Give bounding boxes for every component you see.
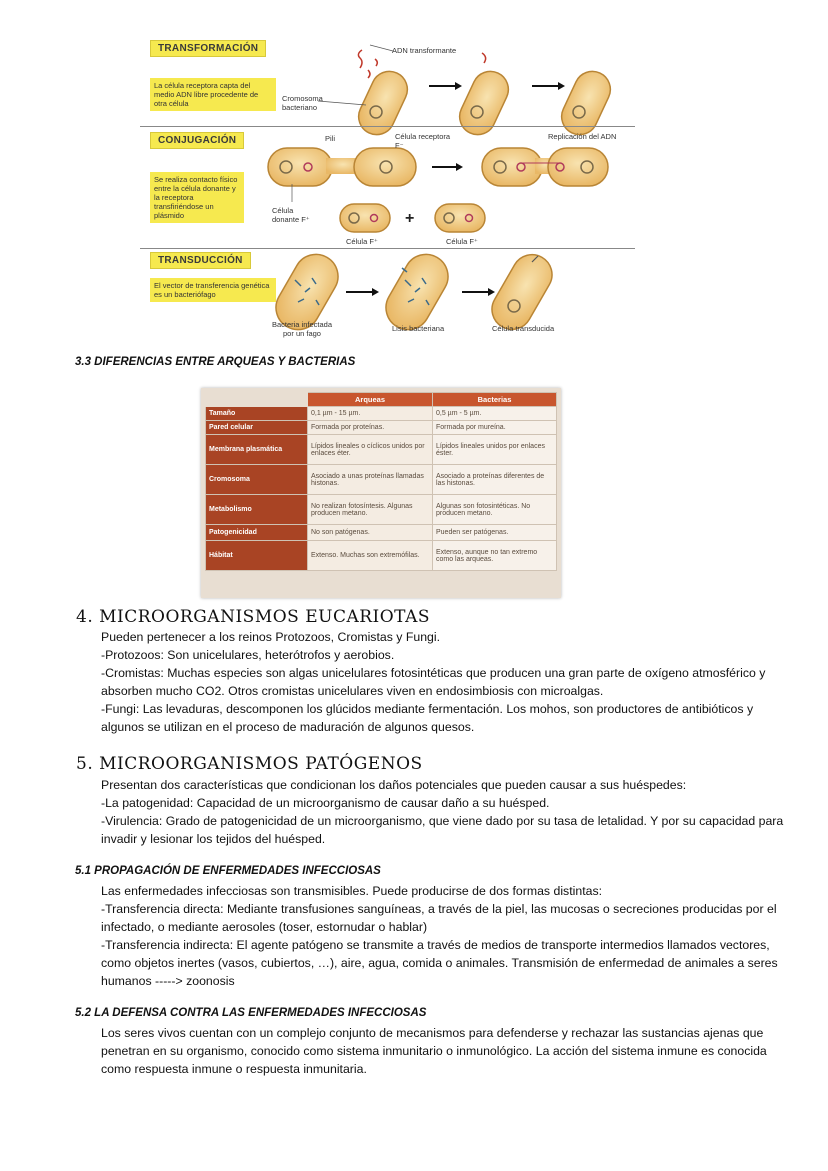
- cell-bacterias: Asociado a proteínas diferentes de las histonas.: [433, 465, 557, 495]
- archaea-bacteria-table: [205, 392, 557, 571]
- cell-bacterias: Pueden ser patógenas.: [433, 525, 557, 541]
- section-4-body: [101, 628, 791, 736]
- row-label: Cromosoma: [206, 465, 308, 495]
- row-label: Membrana plasmática: [206, 435, 308, 465]
- figure-divider: [140, 126, 635, 127]
- paragraph: Los seres vivos cuentan con un complejo conjunto de mecanismos para defenderse y rechazar las sustancias ajenas que penetran en su organismo, conocido como sistema inmunitario o inmunológico. La acción del sistema inmune es conocida como respuesta inmune o respuesta inmunitaria.: [101, 1026, 767, 1076]
- cell-bacterias: Algunas son fotosintéticas. No producen metano.: [433, 495, 557, 525]
- table-row: [206, 525, 557, 541]
- table-row: [206, 495, 557, 525]
- lisis-label: Lisis bacteriana: [392, 324, 445, 333]
- paragraph: -Cromistas: Muchas especies son algas unicelulares fotosintéticas que producen una gran parte de oxígeno atmosférico y absorben mucho CO2. Otros cromistas unicelulares viven en endosimbiosis con microalgas.: [101, 666, 766, 698]
- transformation-label: TRANSFORMACIÓN: [150, 40, 266, 57]
- table-row: [206, 541, 557, 571]
- cromosoma-label: Cromosoma bacteriano: [282, 94, 323, 112]
- cell-arqueas: Extenso. Muchas son extremófilas.: [308, 541, 433, 571]
- section-5-heading: 5. MICROORGANISMOS PATÓGENOS: [76, 754, 423, 774]
- section-5-body: [101, 776, 791, 848]
- table-row: [206, 435, 557, 465]
- section-5-2-heading: 5.2 LA DEFENSA CONTRA LAS ENFERMEDADES INFECCIOSAS: [75, 1007, 427, 1019]
- svg-text:+: +: [405, 210, 415, 227]
- paragraph: -Transferencia directa: Mediante transfusiones sanguíneas, a través de la piel, las mucosas o secreciones producidas por el infectado, o mediante aerosoles (toser, estornudar o hablar): [101, 902, 777, 934]
- paragraph: Presentan dos características que condicionan los daños potenciales que pueden causar a sus huéspedes:: [101, 778, 687, 792]
- result-left-label: Célula F⁺: [346, 237, 378, 246]
- paragraph: -La patogenidad: Capacidad de un microorganismo de causar daño a su huésped.: [101, 796, 550, 810]
- row-label: Metabolismo: [206, 495, 308, 525]
- transformation-note: La célula receptora capta del medio ADN libre procedente de otra célula: [150, 78, 276, 111]
- conjugation-note: Se realiza contacto físico entre la célula donante y la receptora transfiriéndose un plásmido: [150, 172, 244, 223]
- section-3-3-heading: 3.3 DIFERENCIAS ENTRE ARQUEAS Y BACTERIAS: [75, 356, 356, 368]
- receptora-label: Célula receptora F⁻: [395, 132, 451, 150]
- transducida-label: Célula transducida: [492, 324, 555, 333]
- replicacion-label: Replicación del ADN: [548, 132, 617, 141]
- table-row: [206, 407, 557, 421]
- result-right-label: Célula F⁺: [446, 237, 478, 246]
- cell-arqueas: No son patógenas.: [308, 525, 433, 541]
- conjugation-label: CONJUGACIÓN: [150, 132, 244, 149]
- table-row: [206, 465, 557, 495]
- transduction-label: TRANSDUCCIÓN: [150, 252, 251, 269]
- section-5-2-body: [101, 1024, 791, 1078]
- cell-arqueas: 0,1 µm - 15 µm.: [308, 407, 433, 421]
- paragraph: Las enfermedades infecciosas son transmisibles. Puede producirse de dos formas distintas:: [101, 884, 603, 898]
- column-header-arqueas: Arqueas: [308, 393, 433, 407]
- adn-label: ADN transformante: [392, 46, 457, 55]
- cell-arqueas: Lípidos lineales o cíclicos unidos por enlaces éter.: [308, 435, 433, 465]
- conjugation-cells: [268, 148, 608, 232]
- paragraph: -Virulencia: Grado de patogenicidad de un microorganismo, que viene dado por su tasa de letalidad. Y por su capacidad para invadir y lesionar los tejidos del huésped.: [101, 814, 784, 846]
- section-5-1-heading: 5.1 PROPAGACIÓN DE ENFERMEDADES INFECCIOSAS: [75, 865, 381, 877]
- cell-bacterias: 0,5 µm - 5 µm.: [433, 407, 557, 421]
- column-header-bacterias: Bacterias: [433, 393, 557, 407]
- paragraph: -Protozoos: Son unicelulares, heterótrofos y aerobios.: [101, 648, 395, 662]
- archaea-bacteria-table-photo: [201, 388, 561, 598]
- figure-divider: [140, 248, 635, 249]
- infectada-label: Bacteria infectada por un fago: [271, 320, 333, 338]
- table-row: [206, 421, 557, 435]
- section-4-heading: 4. MICROORGANISMOS EUCARIOTAS: [76, 607, 431, 627]
- transduction-note: El vector de transferencia genética es un bacteriófago: [150, 278, 276, 302]
- cell-bacterias: Lípidos lineales unidos por enlaces éster.: [433, 435, 557, 465]
- cell-bacterias: Formada por mureína.: [433, 421, 557, 435]
- paragraph: -Transferencia indirecta: El agente patógeno se transmite a través de medios de transporte intermedios llamados vectores, como objetos inertes (vasos, cubiertos, …), aire, agua, comida o animales. Transmisión de enfermedad de animales a seres humanos -----> zoonosis: [101, 938, 778, 988]
- donante-label: Célula donante F⁺: [272, 206, 310, 224]
- cell-arqueas: Formada por proteínas.: [308, 421, 433, 435]
- row-label: Pared celular: [206, 421, 308, 435]
- row-label: Patogenicidad: [206, 525, 308, 541]
- table-corner: [206, 393, 308, 407]
- section-5-1-body: [101, 882, 791, 990]
- cell-bacterias: Extenso, aunque no tan extremo como las arqueas.: [433, 541, 557, 571]
- gene-transfer-figure: [140, 30, 640, 348]
- pili-label: Pili: [325, 134, 336, 143]
- cell-arqueas: Asociado a unas proteínas llamadas histonas.: [308, 465, 433, 495]
- row-label: Hábitat: [206, 541, 308, 571]
- paragraph: -Fungi: Las levaduras, descomponen los glúcidos mediante fermentación. Los mohos, son productores de antibióticos y algunos se utilizan en el proceso de maduración de algunos quesos.: [101, 702, 754, 734]
- paragraph: Pueden pertenecer a los reinos Protozoos, Cromistas y Fungi.: [101, 630, 441, 644]
- row-label: Tamaño: [206, 407, 308, 421]
- cell-arqueas: No realizan fotosíntesis. Algunas producen metano.: [308, 495, 433, 525]
